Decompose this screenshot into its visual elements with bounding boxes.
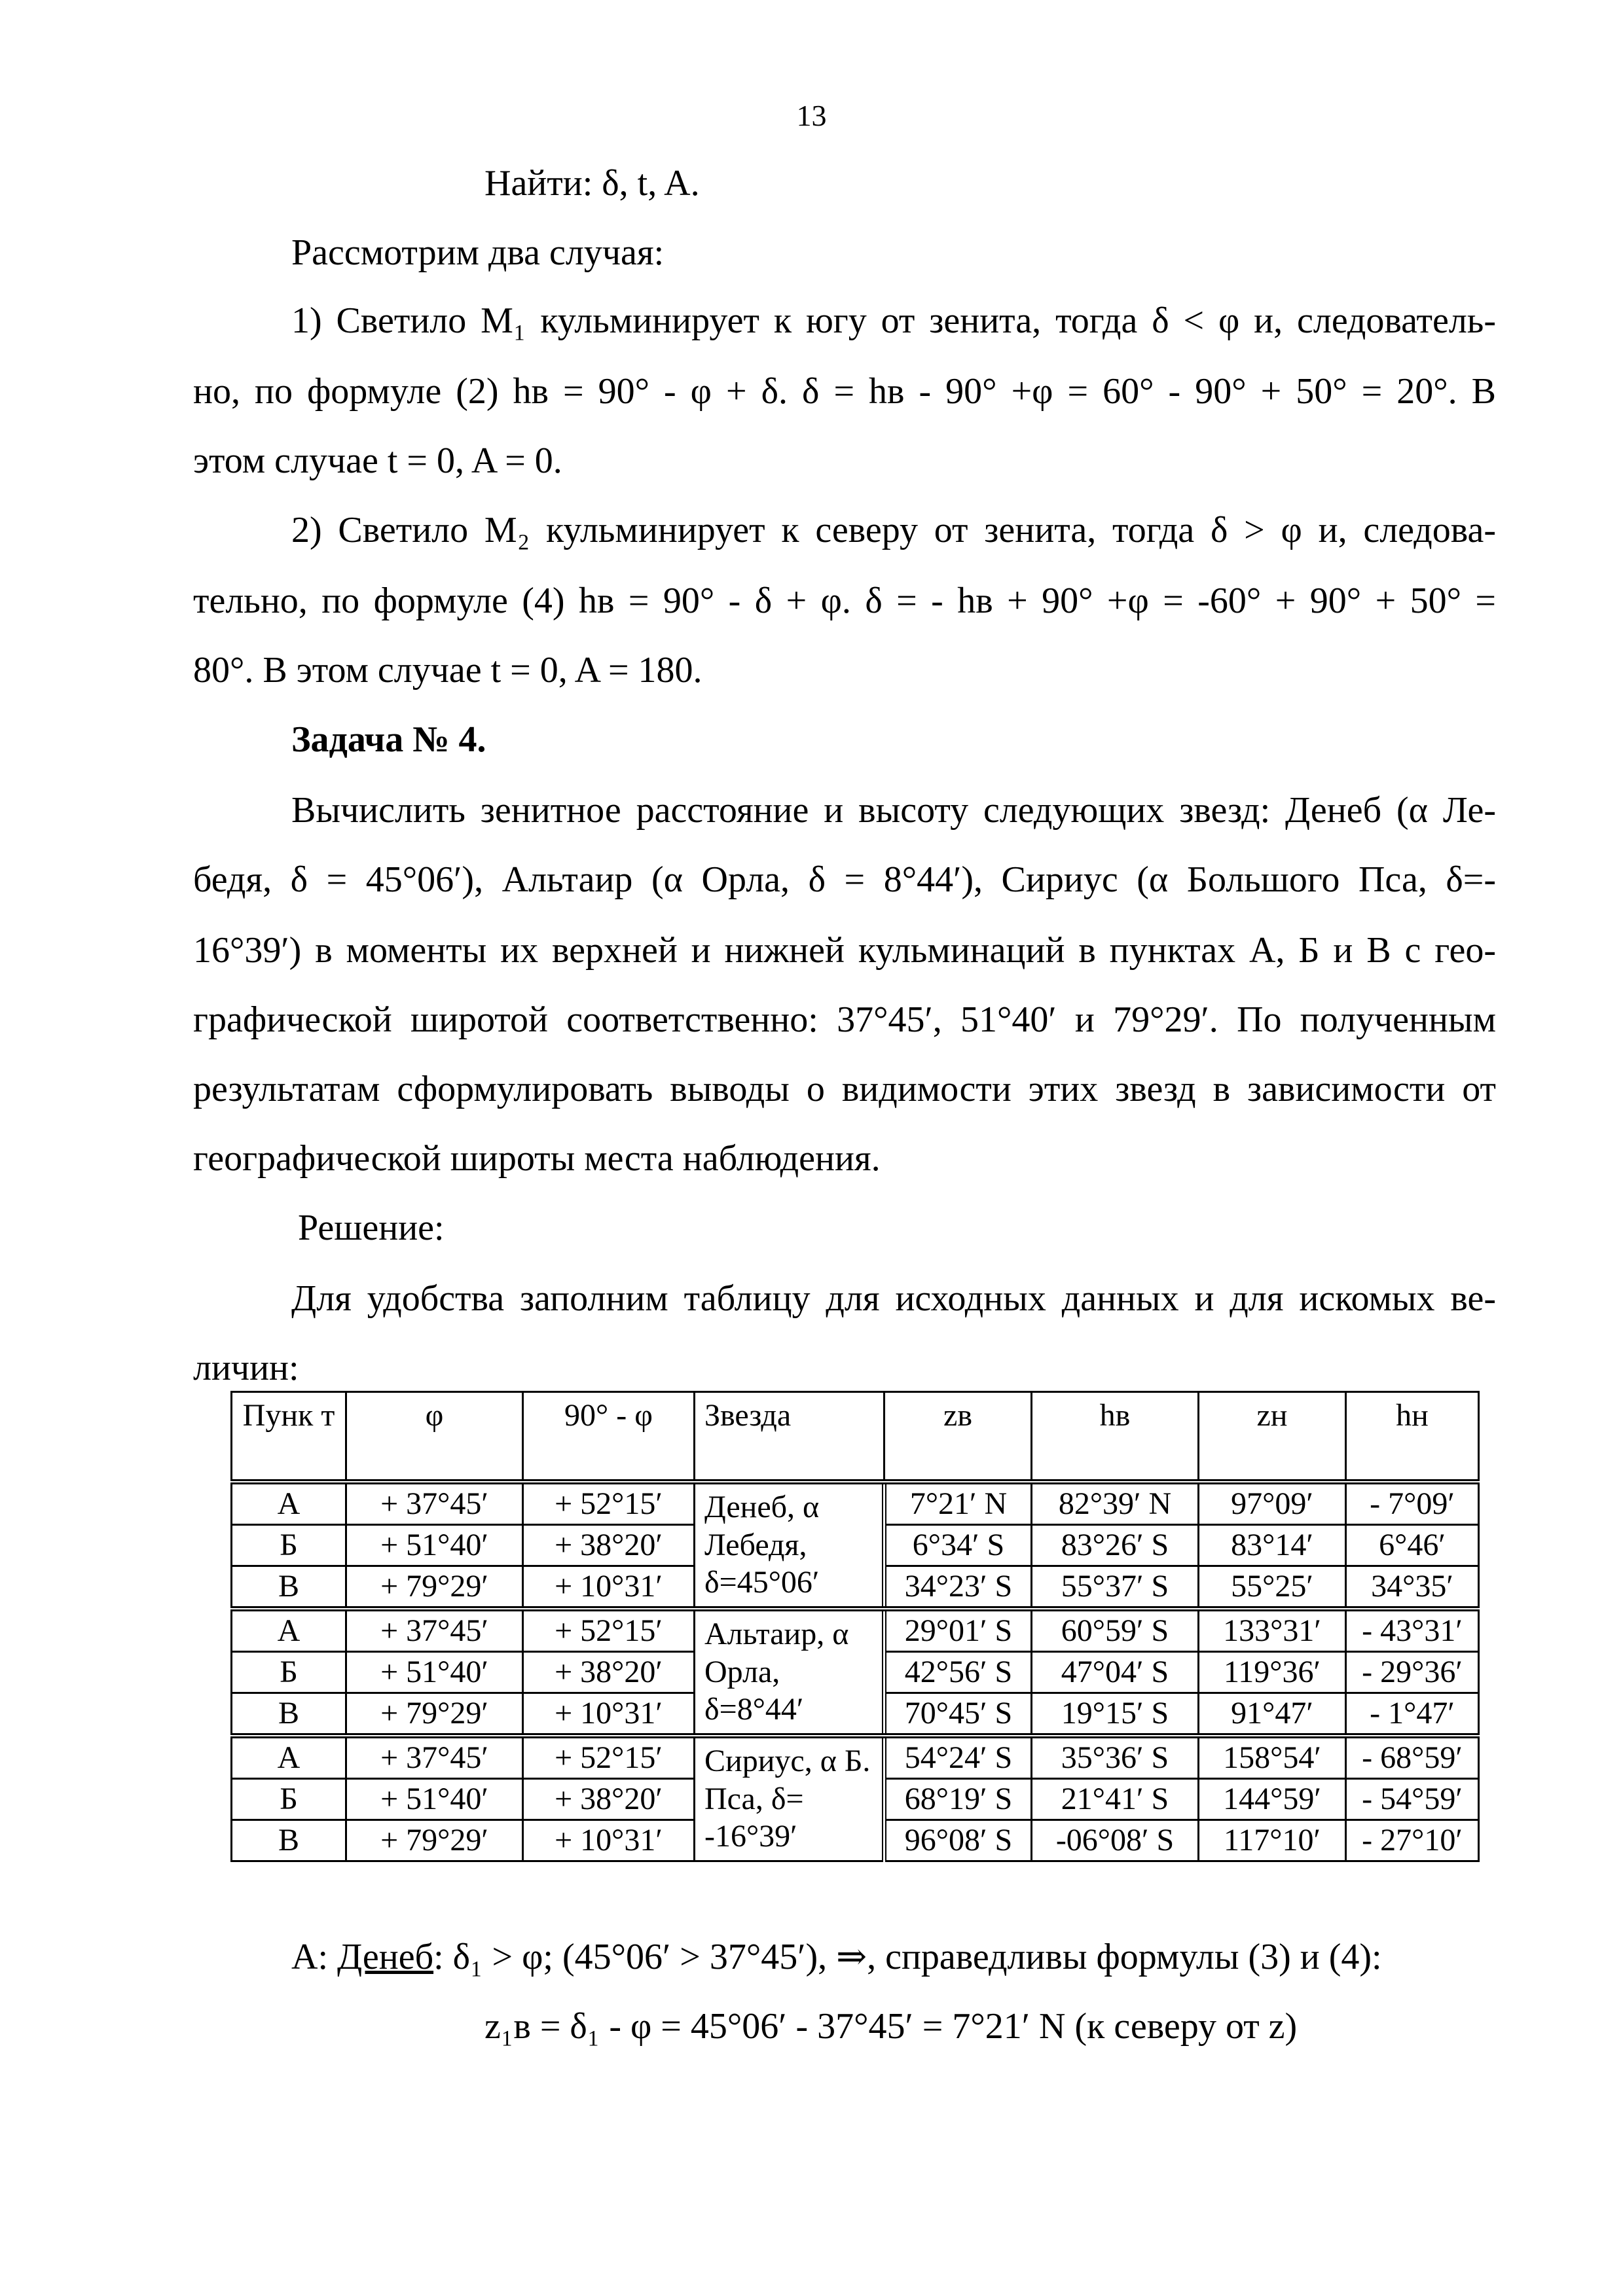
task-title: Задача № 4. xyxy=(291,719,486,760)
answer-rest: : δ₁ > φ; (45°06′ > 37°45′), ⇒, справедливы формулы (3) и (4): xyxy=(433,1937,1382,1977)
cell-z-upper: 54°24′ S xyxy=(884,1736,1032,1779)
solution-label: Решение: xyxy=(298,1208,445,1248)
cell-point: А xyxy=(232,1736,346,1779)
cell-h-lower: - 1°47′ xyxy=(1346,1693,1479,1736)
cell-h-lower: 34°35′ xyxy=(1346,1566,1479,1609)
cell-h-upper: 47°04′ S xyxy=(1032,1652,1199,1693)
consider-line: Рассмотрим два случая: xyxy=(291,232,665,273)
cell-point: В xyxy=(232,1693,346,1736)
cell-h-upper: 21°41′ S xyxy=(1032,1779,1199,1820)
header-z-upper: zв xyxy=(884,1392,1032,1482)
cell-z-upper: 70°45′ S xyxy=(884,1693,1032,1736)
cell-z-lower: 133°31′ xyxy=(1199,1609,1346,1652)
cell-z-upper: 68°19′ S xyxy=(884,1779,1032,1820)
cell-h-lower: 6°46′ xyxy=(1346,1525,1479,1566)
cell-z-lower: 83°14′ xyxy=(1199,1525,1346,1566)
cell-h-upper: 83°26′ S xyxy=(1032,1525,1199,1566)
cell-h-lower: - 43°31′ xyxy=(1346,1609,1479,1652)
cell-90-minus-phi: + 10°31′ xyxy=(523,1820,695,1861)
cell-h-lower: - 68°59′ xyxy=(1346,1736,1479,1779)
cell-90-minus-phi: + 52°15′ xyxy=(523,1736,695,1779)
cell-z-lower: 117°10′ xyxy=(1199,1820,1346,1861)
cell-z-lower: 91°47′ xyxy=(1199,1693,1346,1736)
case1-line1: 1) Светило M₁ кульминирует к югу от зенита, тогда δ < φ и, следователь- xyxy=(291,300,1496,341)
cell-z-lower: 144°59′ xyxy=(1199,1779,1346,1820)
case2-line1: 2) Светило M₂ кульминирует к северу от зенита, тогда δ > φ и, следова- xyxy=(291,510,1496,550)
intro-line2: личин: xyxy=(193,1348,299,1388)
cell-90-minus-phi: + 52°15′ xyxy=(523,1609,695,1652)
header-h-lower: hн xyxy=(1346,1392,1479,1482)
cell-star-deneb: Денеб, α Лебедя, δ=45°06′ xyxy=(695,1482,884,1609)
cell-phi: + 79°29′ xyxy=(346,1566,523,1609)
task-line5: результатам сформулировать выводы о видимости этих звезд в зависимости от xyxy=(193,1069,1496,1109)
intro-line1: Для удобства заполним таблицу для исходных данных и для искомых ве- xyxy=(291,1278,1496,1319)
cell-z-upper: 29°01′ S xyxy=(884,1609,1032,1652)
header-star: Звезда xyxy=(695,1392,884,1482)
task-line6: географической широты места наблюдения. xyxy=(193,1138,881,1179)
cell-point: А xyxy=(232,1482,346,1525)
cell-point: В xyxy=(232,1566,346,1609)
cell-point: В xyxy=(232,1820,346,1861)
cell-90-minus-phi: + 52°15′ xyxy=(523,1482,695,1525)
header-90-minus-phi: 90° - φ xyxy=(523,1392,695,1482)
header-z-lower: zн xyxy=(1199,1392,1346,1482)
answer-prefix: А: xyxy=(291,1937,337,1977)
cell-h-upper: 35°36′ S xyxy=(1032,1736,1199,1779)
cell-z-upper: 6°34′ S xyxy=(884,1525,1032,1566)
task-line2: бедя, δ = 45°06′), Альтаир (α Орла, δ = 8°44′), Сириус (α Большого Пса, δ=- xyxy=(193,859,1496,900)
cell-h-upper: -06°08′ S xyxy=(1032,1820,1199,1861)
cell-point: А xyxy=(232,1609,346,1652)
header-phi: φ xyxy=(346,1392,523,1482)
cell-star-sirius: Сириус, α Б. Пса, δ= -16°39′ xyxy=(695,1736,884,1861)
cell-point: Б xyxy=(232,1652,346,1693)
cell-phi: + 79°29′ xyxy=(346,1693,523,1736)
cell-z-upper: 42°56′ S xyxy=(884,1652,1032,1693)
cell-h-upper: 60°59′ S xyxy=(1032,1609,1199,1652)
cell-phi: + 37°45′ xyxy=(346,1482,523,1525)
cell-h-lower: - 27°10′ xyxy=(1346,1820,1479,1861)
answer-formula: z₁в = δ₁ - φ = 45°06′ - 37°45′ = 7°21′ N (к северу от z) xyxy=(484,2006,1298,2047)
table-header-row xyxy=(232,1392,1479,1482)
header-point: Пунк т xyxy=(232,1392,346,1482)
cell-z-lower: 97°09′ xyxy=(1199,1482,1346,1525)
cell-phi: + 51°40′ xyxy=(346,1525,523,1566)
cell-90-minus-phi: + 38°20′ xyxy=(523,1652,695,1693)
cell-h-upper: 82°39′ N xyxy=(1032,1482,1199,1525)
cell-star-altair: Альтаир, α Орла, δ=8°44′ xyxy=(695,1609,884,1736)
case1-line2: но, по формуле (2) hв = 90° - φ + δ. δ = hв - 90° +φ = 60° - 90° + 50° = 20°. В xyxy=(193,371,1497,412)
cell-phi: + 79°29′ xyxy=(346,1820,523,1861)
cell-h-upper: 19°15′ S xyxy=(1032,1693,1199,1736)
cell-z-upper: 34°23′ S xyxy=(884,1566,1032,1609)
cell-90-minus-phi: + 10°31′ xyxy=(523,1693,695,1736)
header-h-upper: hв xyxy=(1032,1392,1199,1482)
task-line1: Вычислить зенитное расстояние и высоту следующих звезд: Денеб (α Ле- xyxy=(291,790,1496,831)
answer-star: Денеб xyxy=(337,1937,434,1977)
case1-line3: этом случае t = 0, A = 0. xyxy=(193,440,562,481)
task-line3: 16°39′) в моменты их верхней и нижней кульминаций в пунктах А, Б и В с гео- xyxy=(193,930,1496,971)
answer-line xyxy=(291,1939,1382,1975)
case2-line3: 80°. В этом случае t = 0, A = 180. xyxy=(193,650,702,691)
task-line4: графической широтой соответственно: 37°45′, 51°40′ и 79°29′. По полученным xyxy=(193,999,1496,1040)
find-line: Найти: δ, t, A. xyxy=(484,163,700,204)
case2-line2: тельно, по формуле (4) hв = 90° - δ + φ. δ = - hв + 90° +φ = -60° + 90° + 50° = xyxy=(193,581,1496,621)
table-row xyxy=(232,1609,1479,1652)
cell-z-lower: 158°54′ xyxy=(1199,1736,1346,1779)
table-row xyxy=(232,1482,1479,1525)
page-number: 13 xyxy=(796,99,827,132)
cell-phi: + 51°40′ xyxy=(346,1652,523,1693)
results-table xyxy=(230,1391,1480,1862)
table-row xyxy=(232,1736,1479,1779)
cell-phi: + 51°40′ xyxy=(346,1779,523,1820)
cell-z-lower: 55°25′ xyxy=(1199,1566,1346,1609)
cell-90-minus-phi: + 38°20′ xyxy=(523,1779,695,1820)
cell-z-upper: 7°21′ N xyxy=(884,1482,1032,1525)
cell-90-minus-phi: + 38°20′ xyxy=(523,1525,695,1566)
cell-point: Б xyxy=(232,1779,346,1820)
cell-z-lower: 119°36′ xyxy=(1199,1652,1346,1693)
cell-h-lower: - 54°59′ xyxy=(1346,1779,1479,1820)
cell-phi: + 37°45′ xyxy=(346,1736,523,1779)
cell-point: Б xyxy=(232,1525,346,1566)
cell-h-upper: 55°37′ S xyxy=(1032,1566,1199,1609)
cell-90-minus-phi: + 10°31′ xyxy=(523,1566,695,1609)
cell-h-lower: - 29°36′ xyxy=(1346,1652,1479,1693)
cell-phi: + 37°45′ xyxy=(346,1609,523,1652)
cell-z-upper: 96°08′ S xyxy=(884,1820,1032,1861)
cell-h-lower: - 7°09′ xyxy=(1346,1482,1479,1525)
